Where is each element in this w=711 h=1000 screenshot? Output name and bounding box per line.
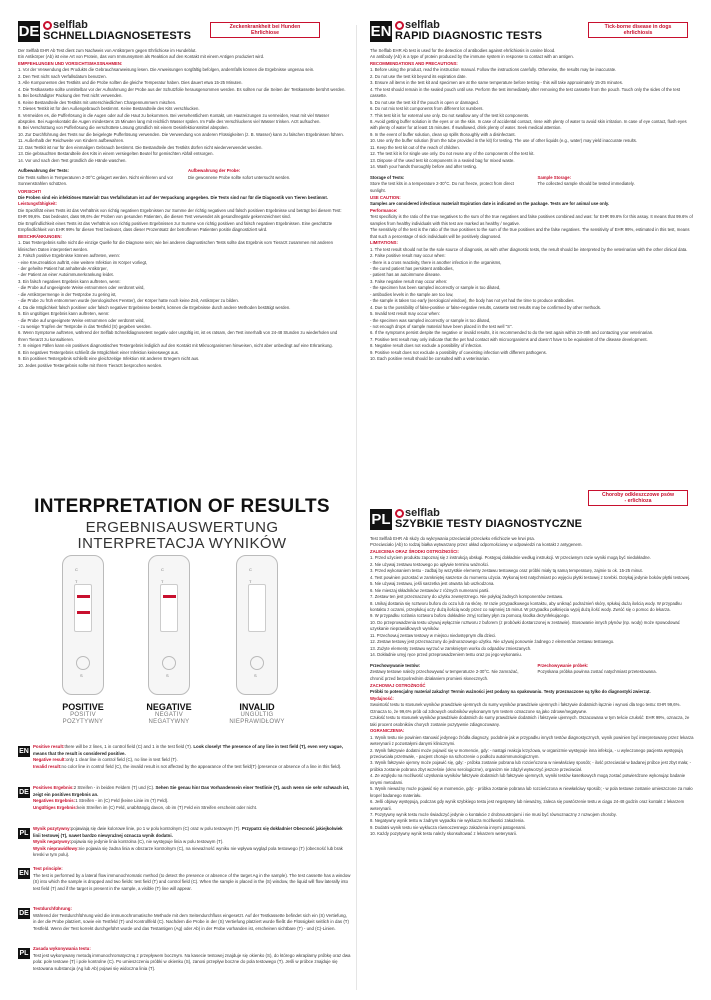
storage-block [370,663,695,682]
label-s: S [80,673,83,678]
logo-text: selflab [405,506,440,519]
text-line: 8. Unikaj dostania się roztworu buforu do oczu lub na skórę. W razie przypadkowego kontaktu, aby uniknąć podrażnień skóry, spłukuj dużą ilością wody. W przypadku kontaktu z oczami, przepłukuj oczy dużą ilością wody przez co najmniej 15 minut. W przypadku połknięcia wypij dużą ilość wody. Zwróć się o pomoc do lekarza. [370,600,682,612]
principle-body: Test jest wykonywany metodą immunochromatyczną z przepływem bocznym. Na kasecie testowej znajduje się okienko (S), do którego wkraplamy próbkę oraz dwa pola: pole testowe (T) i pole kontrolne (C). Po umieszczeniu próbki w okienku (S), zanosi przepływ boczne do pola testowego (T). Jeśli w próbce znajduje się testowana substancja (Ag lub Ab) pojawi się widoczna linia (T). [33,952,351,971]
result-line [77,611,90,614]
text-line: - antibodies levels in the sample are too low, [370,291,454,297]
label-c: C [75,567,78,572]
text-line: - der geheilte Patient hat anhaltende Antikörper, [18,265,108,271]
text-line: 12. The test kit is for single use only. Do not reuse any of the components of the test kit. [370,151,535,157]
text-line: 4. Ze względu na możliwość uzyskania wyników fałszywie dodatnich lub fałszywie ujemnych, wyniki testów kasetkowych mogą zostać potwierdzone wykonując badanie innymi metodami. [370,773,686,785]
text-line: 4. Die Testkassette sollte unmittelbar vor der Aufnahmung der Probe aus der Schutzfolie herausgenommen werden. Es sollten nur die Seiten der Testkassette berührt werden. [18,86,346,92]
test-cassette-positive [62,555,104,695]
column-divider [356,25,357,990]
label-c: C [161,567,164,572]
de-tag-line2: Ehrlichiose [251,30,279,36]
test-cassette-negative [148,555,190,695]
text-line: 7. Dieses Testkit ist für den Außengebrauch bestimmt. Keine Bestandteile des Kits verschlucken. [18,106,200,112]
text-line: 5. Invalid test result may occur when: [370,311,440,317]
interp-title-pl: INTERPRETACJA WYNIKÓW [77,535,287,553]
text-line: The sensitivity of the test is the ratio of the true positives to the sum of the true positives and the false negatives. The sensitivity of EHR 99%, estimated in this test, means that such a percentage of sick individuals will be positively diagnosed. [370,227,690,239]
text-line: Test specificity is the ratio of the true negatives to the sum of the true negatives and false positives combined and was: for EHR 99.6% for this assay. It means that 99.6% of samples from healthy individuals with this test are marked as healthy / negative. [370,214,693,226]
lang-badge-de: DE [19,910,29,917]
result-fragment: Negatives Ergebnis: [33,798,76,804]
storage-text: Pozyskana próbka powinna zostać natychmiast przetestowana. [537,669,657,675]
result-fragment: no color line in control field (C), the invalid result is not affected by the appearance of the test field(T) (presence or absence of a line in this field). [61,763,342,769]
text-line: 3. Wynik fałszywie ujemny może pojawić się, gdy: - próbka zostanie pobrana lub rozcieńczona w niewłaściwy sposób; - ilość przeciwciał w badanej próbce jest zbyt mała; - próbka zostanie pobrana zbyt wcześnie (okno serologiczne), organizm nie zdążył wytworzyć jeszcze przeciwciał. [370,760,691,772]
text-line: 3. False negative result may occur when: [370,278,448,284]
result-fragment: Invalid result: [33,763,62,769]
section-heading: OGRANICZENIA: [370,728,405,734]
lang-badge-pl: PL [19,950,29,957]
text-line: 1. Before using the product, read the instruction manual. Follow the instructions carefully. Otherwise, the results may be inaccurate. [370,67,617,73]
logo-ring-icon [395,509,404,518]
en-header [370,20,542,42]
text-line: 1. The test result should not be the sole source of diagnosis, as with other diagnostic tests, the result should be interpreted by the veterinarian with the other clinical data. [370,246,688,252]
principle-body: The test is performed by a lateral flow immunochromatic method (to detect the presence or absence of the target Ag in the sample). The test cassette has a window (S) into which the sample is dropped and two fields: test field (T) and control field (C). When the sample is placed in the (S) window, the liquid will flow laterally into test field (T) and if the target is present in the sample, a visible (T) line will appear. [33,872,351,891]
text-line: 14. Wash your hands thoroughly before and after testing. [370,164,478,170]
storage-col [18,168,178,187]
principle-heading: Test principle: [33,866,63,871]
text-line: - the cured patient has persistent antibodies, [370,265,454,271]
principle-heading: Zasada wykonywania testu: [33,946,91,951]
storage-block [370,175,695,194]
result-fragment: there will be 2 lines, 1 in control field (C) and 1 in the test field (T). [64,744,194,749]
storage-heading: Aufbewahrung der Tests: [18,168,69,174]
text-line: 3. Alle Komponenten des Testkits und die Probe sollten die gleiche Temperatur haben. Dies dauert etwa 15-25 Minuten. [18,80,243,86]
text-line: 8. Vermeiden es, die Pufferlösung in die Augen oder auf die Haut zu bekommen. Bei versehentlichem Kontakt, um Hautreizungen zu vermeiden, Haut mit viel Wasser abspülen. Bei Augenkontakt die Augen mindestens 15 Minuten lang mit reichlich Wasser spülen. Im Falle des Verschluckens viel Wasser trinken. Arzt aufsuchen. [18,112,330,124]
selflab-logo [43,20,191,30]
text-line: 2. Nie używaj zestawu testowego po upływie terminu ważności. [370,561,490,567]
storage-heading: Aufbewahrung der Probe: [188,168,241,174]
en-language-badge: EN [370,22,392,40]
text-line: Test Selflab EHR Ab służy do wykrywania przeciwciał przeciwko erlichiozie we krwi psa. [370,536,535,541]
result-line [33,839,351,846]
logo-text: selflab [53,18,88,31]
storage-text: Die gewonnene Probe sollte sofort untersucht werden. [188,174,291,180]
storage-heading: Sample Storage: [537,174,572,180]
de-header [18,20,191,42]
result-fragment: Positive result: [33,744,65,749]
text-line: 6. If the symptoms persist despite the negative or invalid results, it is recommended to do the test again within 24-48h and contacting your veterinarian. [370,330,654,336]
text-line: 10. Use only the buffer solution (from the tube provided in the kit) for testing. The use of other liquids (e.g., water) may yield inaccurate results. [370,138,638,144]
pl-body [370,536,695,992]
text-line: 6. Do not mix test kit components from different lot numbers. [370,106,484,112]
de-disease-tag [210,22,320,38]
result-fragment: Ungültiges Ergebnis: [33,804,78,810]
text-line: 2. Wynik fałszywie dodatni może pojawić się w momencie, gdy: - nastąpi reakcja krzyżowa, w organizmie występuje inna infekcja, - u wyleczonego pacjenta występują przeciwciała przetrwałe, - pacjent choruje na schorzenie o podłożu autoimmunologicznym. [370,747,683,759]
text-line: Ein Antikörper (Ab) ist eine Art von Protein, das vom Immunsystem als Reaktion auf den Kontakt mit einem Antigen produziert wird. [18,54,265,60]
cassette-word-en: POSITIVE [62,702,104,712]
text-line: - die Probe zu früh entnommen wurde (serologisches Fenster), der Körper hatte noch keine Zeit, Antikörper zu bilden. [18,298,239,304]
text-line: 2. Do not use the test kit beyond its expiration date. [370,73,467,79]
result-line [33,764,351,771]
text-line: 1. Wynik testu nie powinien stanowić jedynego źródła diagnozy, podobnie jak w przypadku innych testów diagnostycznych, wynik powinien być interpretowany przez lekarza weterynarii z pozostałymi danymi klinicznymi. [370,734,694,747]
text-line: 4. Test powinien pozostać w zamkniętej saszetce do momentu użycia. Wykonaj test natychmiast po wyjęciu płytki testowej z torebki. Dotykaj jedynie boków płytki testowej. [370,574,691,580]
lang-badge-en: EN [19,870,29,877]
label-t: T [161,579,164,584]
text-line: 7. Zestaw ten jest przeznaczony do użytku zewnętrznego. Nie połykaj żadnych komponentów zestawu. [370,594,564,600]
interp-title-en: INTERPRETATION OF RESULTS [34,496,330,517]
result-text-de [33,785,351,811]
storage-col [538,175,696,194]
text-line: 3. Ein falsch negatives Ergebnis kann auftreten, wenn: [18,278,121,284]
en-tag-line2: ehrlichiosis [623,30,653,36]
storage-heading: Przechowywanie próbek: [537,662,589,668]
storage-heading: Przechowywanie testów: [370,662,421,668]
text-line: 10. Każdy pozytywny wynik testu należy skonsultować z lekarzem weterynarii. [370,831,517,837]
text-line: - not enough drops of sample material have been placed in the test well "S". [370,324,513,330]
pl-tag-line1: Choroby odkleszczowe psów [601,491,675,498]
de-body [18,48,348,480]
section-heading: ZACHOWAJ OSTROŻNOŚĆ [370,682,426,688]
sample-well [250,656,264,670]
selflab-logo [395,508,582,518]
text-line: Die Spezifität eines Tests ist das Verhältnis von richtig negativen Ergebnissen zur Summe der richtig negativen und falsch positiven Ergebnisse und beträgt bei diesem Test: EHR 99,6%. Das bedeutet, dass 99,6% der Proben von gesunden Patienten, die diesen Test verwendet als gesund/negativ gekennzeichnet sind. [18,207,342,220]
result-fragment: nie pojawia się żadna linia w obszarze kontrolnym (C), na nieważność wyniku nie wpływa wygląd pola testowego (T) (obecność lub brak kreski w tym polu). [33,845,343,858]
label-s: S [254,673,257,678]
text-line: Swoistość testu to stosunek wyników prawdziwie ujemnych do sumy wyników prawdziwie ujemnych i fałszywie dodatnich łącznie i wynosi dla tego testu: EHR 99,6%. Oznacza to, że 99,6% prób od zdrowych osobników wykonanym tym testem oznaczone są jako zdrowe/negatywne. [370,702,681,714]
section-heading: BESCHRÄNKUNGEN: [18,233,62,239]
text-line: - die Probe auf ungeeignete Weise entnommen oder verdünnt wird, [18,285,145,291]
text-line: 4. Da die Möglichkeit falsch positiver oder falsch negativer Ergebnisse besteht, können die Ergebnisse durch andere Methoden bestätigt werden. [18,304,291,310]
de-title: SCHNELLDIAGNOSETESTS [43,30,192,42]
text-line: 14. Vor und nach dem Test gründlich die Hände waschen. [18,157,127,163]
text-line: - eine Kreuzreaktion auftritt, eine weitere Infektion im Körper vorliegt, [18,259,148,265]
text-line: 9. Bei Verschüttung von Pufferlösung die verschüttete Lösung gründlich mit einem Desinfektionsmittel abspülen. [18,125,229,131]
storage-heading: Storage of Tests: [370,174,405,180]
result-fragment: Positives Ergebnis: [33,785,74,790]
text-line: 7. Pozytywny wynik testu może świadczyć jedynie o kontakcie z drobnoustrojami i nie musi być równoznaczny z rozwojem choroby. [370,812,617,818]
cassette-word-pl: NEGATYWNY [148,719,190,726]
result-line [77,595,90,598]
result-line [33,805,351,812]
text-line: 10. Zur Durchführung des Tests nur die beigelegte Pufferlösung verwenden. Die Verwendung von anderen Flüssigkeiten (z. B. Wasser) kann zu falschen Ergebnissen führen. [18,131,344,137]
de-tag-line1: Zeckenkrankheit bei Hunden [229,23,301,30]
result-line [33,846,351,859]
cassette-word-en: INVALID [239,702,275,712]
text-line: - die Probe auf ungeeignete Weise entnommen oder verdünnt wird, [18,317,145,323]
text-line: 2. False positive result may occur when: [370,253,446,259]
label-t: T [249,579,252,584]
text-line: 1. Das Testergebnis sollte nicht die einzige Quelle für die Diagnose sein; wie bei anderen diagnostischen Tests sollte das Ergebnis vom Tierarzt zusammen mit anderen klinischen Daten interpretiert werden. [18,240,333,252]
text-line: 7. In einigen Fällen kann ein positives diagnostisches Testergebnis lediglich auf den Kontakt mit Mikroorganismen hinweisen, nicht aber unbedingt auf eine Erkrankung. [18,343,333,349]
test-cassette-invalid [236,555,278,695]
cassette-label-negative [129,702,209,726]
storage-block [18,168,348,187]
text-line: 5. Do not use the test kit if the pouch is open or damaged. [370,99,479,105]
en-tag-line1: Tick-borne disease in dogs [604,23,672,30]
result-fragment: Wynik pozytywny: [33,826,71,831]
interpretation-heading [32,497,332,552]
text-line: 13. Die gebrauchten Bestandteile des Kits in einem versiegelten Beutel für gemischten Abfall entsorgen. [18,151,214,157]
cassette-word-de: NEGATIV [155,712,183,718]
text-line: The Selflab EHR Ab test is used for the detection of antibodies against ehrlichiosis in canine blood. [370,48,556,53]
warning-text: Die Proben sind ein infektiöses Material! Das Verfallsdatum ist auf der Verpackung angegeben. Die Tests sind nur für die Diagnostik von Tieren bestimmt. [18,194,328,200]
storage-col [538,663,696,682]
text-line: 3. Przed wykonaniem testu - zadbaj by wszystkie elementy zestawu testowego oraz próbki miały tą samą temperaturę, zajmie to ok. 15-25 minut. [370,568,643,574]
text-line: 4. The test should remain in the sealed pouch until use. Perform the test immediately after removing the test cassette from the pouch. Touch only the sides of the test cassette. [370,86,681,99]
pl-disease-tag [588,490,688,506]
text-line: 9. Dodatni wynik testu nie wyklucza równoczesnego zakażenia innymi patogenami. [370,824,527,830]
text-line: Przeciwciało (Ab) to rodzaj białka wytwarzany przez układ odpornościowy w odpowiedzi na kontakt z antygenem. [370,542,583,548]
principle-text-pl [33,946,351,972]
section-heading: LIMITATIONS: [370,240,398,246]
text-line: 1. Vor der Verwendung des Produkts die Gebrauchsanweisung lesen. Die Anweisungen sorgfältig befolgen, andernfalls können die Ergebnisse ungenau sein. [18,67,315,73]
text-line: Der Selflab EHR Ab Test dient zum Nachweis von Antikörpern gegen Ehrlichiose im Hundeblut. [18,48,197,53]
text-line: - the sample is taken too early (serological window), the body has not yet had the time to produce antibodies. [370,298,575,304]
text-line: 9. In the event of buffer solution, clean up spills thoroughly with a disinfectant. [370,131,516,137]
warning-text: Samples are considered infectious material! Expiration date is indicated on the package. Tests are for animal use only. [370,201,610,207]
text-line: 2. Falsch positive Ergebnisse können auftreten, wenn: [18,253,121,259]
text-line: 6. Keine Bestandteile des Testkits mit unterschiedlichen Chargennummern mischen. [18,99,177,105]
text-line: 4. Due to the possibility of false-positive or false-negative results, cassette test results may be confirmed by other methods. [370,304,602,310]
interp-title-de: ERGEBNISAUSWERTUNG [85,519,279,536]
pl-tag-line2: - erlichioza [624,498,652,504]
text-line: 10. Do przeprowadzenia testu używaj wyłącznie roztworu z buforem (z probówki dostarczonej w zestawie). Stosowanie innych płynów (np. wody) może spowodować uzyskanie nieprawidłowych wyników. [370,619,680,632]
result-window [160,584,178,632]
lang-badge-de: DE [19,789,29,796]
text-line: - die Antikörpermenge in der Testprobe zu gering ist, [18,291,117,297]
logo-ring-icon [43,21,52,30]
pl-title: SZYBKIE TESTY DIAGNOSTYCZNE [395,518,583,530]
result-text-pl [33,826,351,859]
text-line: 6. Jeśli objawy występują, podczas gdy wynik szybkiego testu jest negatywny lub nieważny, zaleca się powtórzenie testu w ciągu 24-48 godzin oraz kontakt z lekarzem weterynarii. [370,799,685,811]
text-line: 11. Außerhalb der Reichweite von Kindern aufbewahren. [18,138,125,144]
text-line: 3. Ensure all items in the test kit and specimen are at the same temperature before testing - this will take approximately 15-25 minutes. [370,80,623,86]
result-line [33,744,351,757]
text-line: 13. Dispose of the used test kit components in a sealed bag for mixed waste. [370,157,515,163]
cassette-word-pl: POZYTYWNY [62,719,104,726]
text-line: - patient has an autoimmune disease. [370,272,441,278]
control-line [163,595,176,598]
text-line: 9. Positive result does not exclude a possibility of coexisting infection with different pathogens. [370,349,547,355]
principle-heading: Testdurchführung: [33,906,72,911]
cassette-word-de: UNGÜLTIG [240,712,274,718]
cassette-word-pl: NIEPRAWIDŁOWY [229,719,285,726]
result-fragment: Przypatrz się dokładnie! Obecność jakiejkolwiek linii testowej (T), nawet bardzo niewyraźnej oznacza wynik dodatni. [33,826,343,838]
storage-text: The collected sample should be tested immediately. [537,181,635,187]
result-line [33,757,351,764]
de-language-badge: DE [18,22,40,40]
lang-badge-en: EN [19,748,29,755]
result-fragment: pojawiają się dwie kolorowe linie, po 1 w polu kontrolnym (C) oraz w polu testowym (T). [70,826,242,831]
section-heading: USE CAUTION: [370,194,401,200]
pl-language-badge: PL [371,510,391,528]
text-line: 8. Negative result does not exclude a possibility of infection. [370,343,483,349]
en-title: RAPID DIAGNOSTIC TESTS [395,30,543,42]
principle-text-de [33,906,351,932]
text-line: 8. Avoid getting buffer solution in the eyes or on the skin. In case of accidental contact, rinse with plenty of water to avoid skin irritation. In case of eye contact, flush eyes with plenty of water for at least 15 minutes. If swallowed, drink plenty of water. Seek medical attention. [370,118,687,131]
text-line: 8. Ein negatives Testergebnis schließt die Möglichkeit einer Infektion keineswegs aus. [18,349,180,355]
sample-well [76,656,90,670]
text-line: 6. Wenn Symptome auftreten, während der Selflab Schnelldiagnosetest negativ oder ungültig ist, ist es ratsam, den Test innerhalb von 24-48 Stunden zu wiederholen und Ihren Tierarzt zu konsultieren. [18,330,338,342]
text-line: - der Patient an einer Autoimmunerkrankung leidet. [18,272,114,278]
text-line: - zu wenige Tropfen der Testprobe in das Testfeld (S) gegeben werden. [18,324,152,330]
principle-body: Während der Testdurchführung wird die immunochromatische Methode mit dem Seitendurchfluss eingesetzt. Auf der Testkassette befindet sich ein (S) Vertiefung, in der die Probe platziert, sowie ein Testfeld (T) und Kontrollfeld (C). Nachdem die Probe in der (S) Vertiefung platziert wurde fließt die Flüssigkeit seitlich in das (T) Testfeld. Wenn der Test korrekt durchgeführt wurde und das Testantigen (Ag) oder Ab) in der Probe vorhanden ist, erscheinen sichtbare (T) - und (C)-Linien. [33,912,349,931]
text-line: 14. Dokładnie umyj ręce przed przeprowadzeniem testu oraz po jego wykonaniu. [370,652,522,658]
result-fragment: Look closely! The presence of any line in test field (T), even very vague, means that the result is considered positive. [33,744,343,756]
text-line: 5. Bei beschädigter Packung den Test nicht verwenden. [18,93,123,99]
text-line: 1. Przed użyciem produktu zapoznaj się z instrukcją obsługi. Postępuj dokładnie według instrukcji. W przeciwnym razie wyniki mogą być niedokładne. [370,555,651,561]
section-heading: Wydajność: [370,695,394,701]
text-line: 11. Przechowuj zestaw testowy w miejscu niedostępnym dla dzieci. [370,632,497,638]
result-fragment: 2 Streifen - in beiden Feldern (T) und (C). [73,785,156,790]
text-line: 9. W przypadku rozlania roztworu buforu dokładnie zmyj rozlany płyn za pomocą środka dezynfekującego. [370,613,570,619]
storage-text: Store the test kits in a temperature 2-30°C. Do not freeze, protect from direct sunlight. [370,181,514,193]
text-line: An antibody (Ab) is a type of protein produced by the immune system in response to contact with an antigen. [370,54,574,60]
storage-col [188,168,348,187]
text-line: 9. Ein positives Testergebnis schließt eine gleichzeitige Infektion mit anderen Erregern nicht aus. [18,356,200,362]
text-line: 5. Ein ungültiges Ergebnis kann auftreten, wenn: [18,311,110,317]
result-fragment: 1 Streifen - im (C) Feld (keine Linie im (T) Feld). [75,798,169,804]
text-line: 7. Positive test result may only indicate that the pet had contact with microorganisms and doesn't have to be equivalent of the disease development. [370,336,648,342]
text-line: 13. Zużyte elementy zestawu wyrzuć w zamkniętym worku do odpadów zmieszanych. [370,645,532,651]
cassette-word-en: NEGATIVE [146,702,192,712]
text-line: Czułość testu to stosunek wyników prawdziwie dodatnich do sumy prawdziwie dodatnich i fałszywie ujemnych. Oszacowana w tym teście czułość: EHR 99%, oznacza, że taki procent osobników chorych zostanie pozytywnie zdiagnozowany. [370,715,690,727]
logo-ring-icon [395,21,404,30]
text-line: 12. Das Testkit ist nur für den einmaligen Gebrauch bestimmt. Die Bestandteile des Testkits dürfen nicht wiederverwendet werden. [18,144,263,150]
cassette-label-positive [43,702,123,726]
label-s: S [166,673,169,678]
text-line: - there is a cross reactivity, there is another infection in the organisms, [370,259,502,265]
pl-header [370,508,582,530]
result-line [33,798,351,805]
result-fragment: kein Streifen im (C) Feld, unabhängig davon, ob im (T) Feld ein Streifen erscheint oder nicht. [77,804,258,810]
lang-badge-pl: PL [19,830,29,837]
selflab-logo [395,20,542,30]
en-body [370,48,695,488]
text-line: 5. Nie używaj zestawu, jeśli saszetka jest otwarta lub uszkodzona. [370,581,495,587]
logo-text: selflab [405,18,440,31]
text-line: Die Empfindlichkeit eines Tests ist das Verhältnis von richtig positiven Ergebnissen zur Summe von richtig positiven und falsch negativen Ergebnissen. Eine geschätzte Empfindlichkeit von EHR 99% für diesen Test bedeutet, dass dieser Prozentsatz der betroffenen Patienten positiv diagnostiziert wird. [18,220,333,233]
text-line: 12. Zestaw testowy jest przeznaczony do jednorazowego użytku. Nie używaj ponownie żadnego z elementów zestawu testowego. [370,639,615,645]
text-line: - the specimen has been sampled incorrectly or sample is too diluted, [370,285,501,291]
storage-col [370,175,528,194]
result-fragment: Negative result: [33,757,66,763]
storage-text: Zestawy testowe należy przechowywać w temperaturze 2-30°C. Nie zamrażać, chronić przed bezpośrednim działaniem promieni słonecznych. [370,669,519,681]
storage-text: Die Tests sollten in Temperaturen 2-30°C gelagert werden. Nicht einfrieren und vor Sonnenstrahlen schützen. [18,174,174,187]
section-heading: EMPFEHLUNGEN UND VORSICHTSMASSNAHMEN: [18,60,123,66]
section-heading: Leistungsfähigkeit: [18,201,57,207]
text-line: 10. Jedes positive Testergebnis sollte mit Ihrem Tierarzt besprochen werden. [18,362,163,368]
text-line: 2. Den Test nicht nach Verfallsdatum benutzen. [18,73,107,79]
sample-well [162,656,176,670]
storage-col [370,663,528,682]
result-window [74,584,92,632]
text-line: 6. Nie mieszaj składników zestawów z różnych numerami partii. [370,587,490,593]
result-window [248,584,266,632]
result-fragment: Wynik negatywny: [33,839,72,845]
label-t: T [75,579,78,584]
result-fragment: Sehen Sie genau hin! Das Vorhandensein einer Testlinie (T), auch wenn sie sehr schwach ist, zeigt ein positives Ergebnis an. [33,785,350,797]
result-line [33,785,351,798]
warning-text: Próbki to potencjalny materiał zakaźny! Termin ważności jest podany na opakowaniu. Testy przeznaczone są tylko do diagnostyki zwierząt. [370,689,651,695]
cassette-label-invalid [217,702,297,726]
result-text-en [33,744,351,770]
text-line: 5. Wynik nieważny może pojawić się w momencie, gdy: - próbka zostanie pobrana lub rozcieńczona w niewłaściwy sposób; - w pola testowe zostanie umieszczone za mało kropel badanego materiału. [370,786,693,798]
text-line: - the specimen was sampled incorrectly or sample is too diluted, [370,317,491,323]
text-line: 7. This test kit is for external use only. Do not swallow any of the test kit components. [370,112,530,118]
cassette-word-de: POSITIV [70,712,96,718]
result-fragment: Wynik nieprawidłowy: [33,845,79,851]
principle-text-en [33,866,351,892]
text-line: 8. Negatywny wynik testu w żadnym wypadku nie wyklucza możliwości zakażenia. [370,818,525,824]
result-line [33,826,351,839]
en-disease-tag [588,22,688,38]
text-line: 10. Each positive result should be consulted with a veterinarian. [370,356,490,362]
label-c: C [249,567,252,572]
result-fragment: only 1 clear line in control field (C), no line in test field (T). [65,757,178,763]
text-line: 11. Keep the test kit out of the reach of children. [370,144,460,150]
section-heading: Performance: [370,207,398,213]
section-heading: ZALECENIA ORAZ ŚRODKI OSTROŻNOŚCI: [370,548,459,554]
section-heading: RECOMMENDATIONS AND PRECAUTIONS: [370,60,458,66]
result-fragment: pojawia się jedynie linia kontrolna (C), nie występuje linia w polu testowym (T). [71,839,224,845]
section-heading: VORSICHT! [18,188,42,194]
